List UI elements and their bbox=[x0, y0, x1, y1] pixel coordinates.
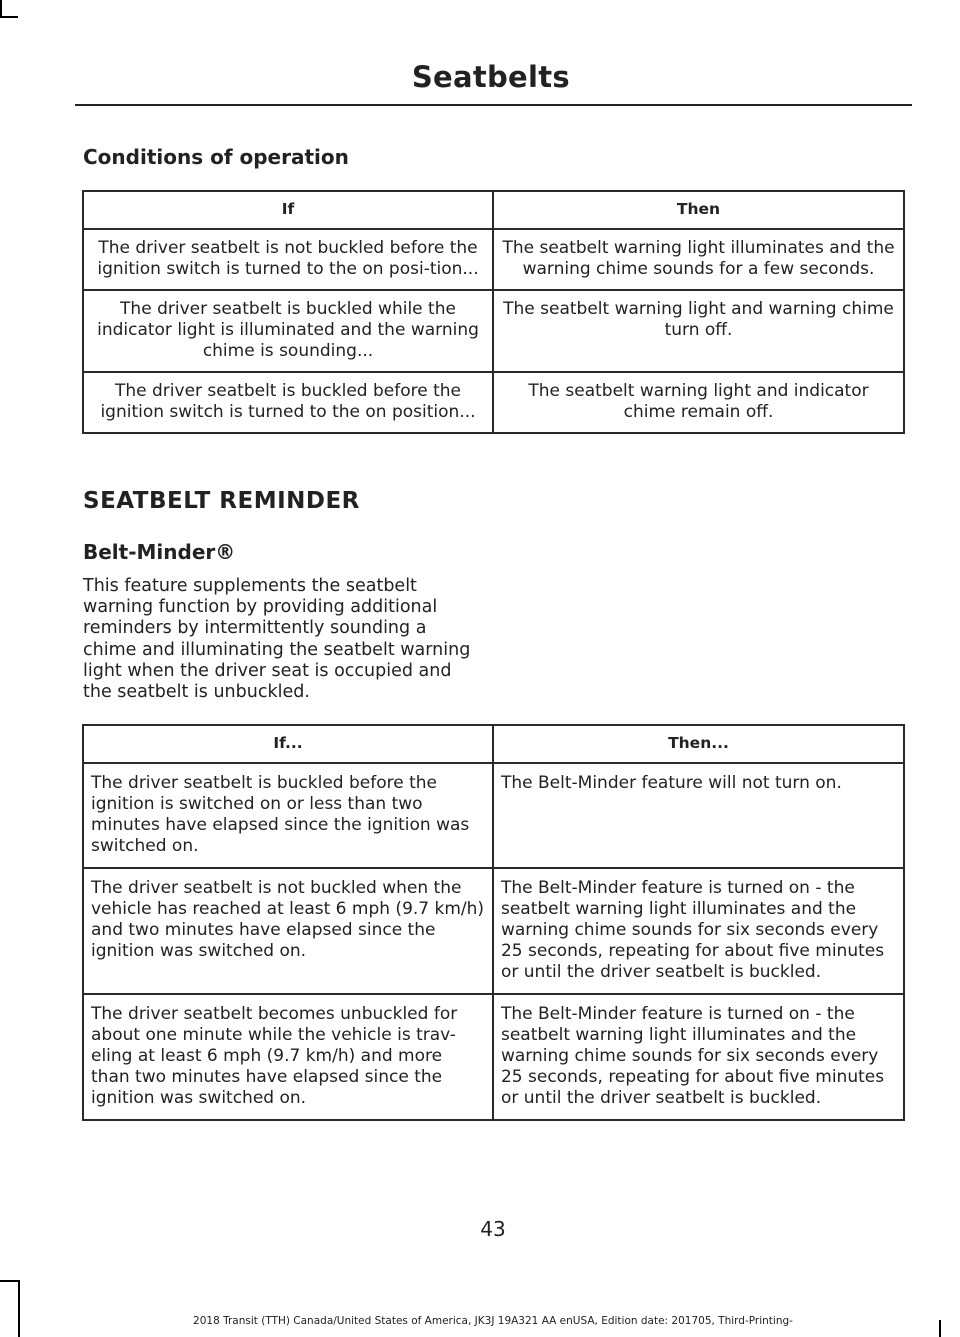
conditions-heading: Conditions of operation bbox=[83, 145, 349, 169]
column-header-if: If... bbox=[83, 725, 493, 763]
table-row bbox=[83, 229, 904, 290]
belt-minder-subheading: Belt-Minder® bbox=[83, 540, 236, 564]
table-cell: The driver seatbelt is buckled before the ignition is switched on or less than two minutes have elapsed since the ignition was switched on. bbox=[83, 763, 493, 868]
table-row bbox=[83, 868, 904, 994]
reminder-heading: SEATBELT REMINDER bbox=[83, 488, 360, 514]
column-header-if: If bbox=[83, 191, 493, 229]
table-header-row bbox=[83, 725, 904, 763]
table-cell: The driver seatbelt is buckled while the indicator light is illuminated and the warning chime is sounding... bbox=[83, 290, 493, 372]
table-row bbox=[83, 994, 904, 1120]
table-row bbox=[83, 290, 904, 372]
page-number: 43 bbox=[480, 1217, 506, 1241]
header-divider bbox=[75, 104, 912, 106]
section-title: Seatbelts bbox=[411, 60, 570, 94]
table-cell: The driver seatbelt is not buckled before the ignition switch is turned to the on posi-tion... bbox=[83, 229, 493, 290]
crop-mark-bottom-left-h bbox=[0, 1280, 20, 1282]
table-cell: The seatbelt warning light illuminates and the warning chime sounds for a few seconds. bbox=[493, 229, 904, 290]
crop-mark-top-left-h bbox=[0, 16, 18, 18]
table-cell: The seatbelt warning light and indicator chime remain off. bbox=[493, 372, 904, 433]
table-cell: The Belt-Minder feature will not turn on. bbox=[493, 763, 904, 868]
table-row bbox=[83, 763, 904, 868]
conditions-table bbox=[82, 190, 905, 434]
table-cell: The Belt-Minder feature is turned on - the seatbelt warning light illuminates and the warning chime sounds for six seconds every 25 seconds, repeating for about five minutes or until the driver seatbelt is buckled. bbox=[493, 994, 904, 1120]
belt-minder-table bbox=[82, 724, 905, 1121]
column-header-then: Then bbox=[493, 191, 904, 229]
table-cell: The driver seatbelt becomes unbuckled for about one minute while the vehicle is trav-eling at least 6 mph (9.7 km/h) and more than two minutes have elapsed since the ignition was switched on. bbox=[83, 994, 493, 1120]
table-cell: The driver seatbelt is not buckled when the vehicle has reached at least 6 mph (9.7 km/h) and two minutes have elapsed since the ignition was switched on. bbox=[83, 868, 493, 994]
crop-mark-bottom-left bbox=[18, 1280, 20, 1337]
column-header-then: Then... bbox=[493, 725, 904, 763]
table-cell: The Belt-Minder feature is turned on - the seatbelt warning light illuminates and the warning chime sounds for six seconds every 25 seconds, repeating for about five minutes or until the driver seatbelt is buckled. bbox=[493, 868, 904, 994]
table-cell: The seatbelt warning light and warning chime turn off. bbox=[493, 290, 904, 372]
table-row bbox=[83, 372, 904, 433]
belt-minder-description: This feature supplements the seatbelt warning function by providing additional reminders by intermittently sounding a chime and illuminating the seatbelt warning light when the driver seat is occupied and the seatbelt is unbuckled. bbox=[83, 576, 471, 703]
table-header-row bbox=[83, 191, 904, 229]
table-cell: The driver seatbelt is buckled before the ignition switch is turned to the on position... bbox=[83, 372, 493, 433]
edition-footer: 2018 Transit (TTH) Canada/United States of America, JK3J 19A321 AA enUSA, Edition date: 201705, Third-Printing- bbox=[193, 1315, 793, 1327]
